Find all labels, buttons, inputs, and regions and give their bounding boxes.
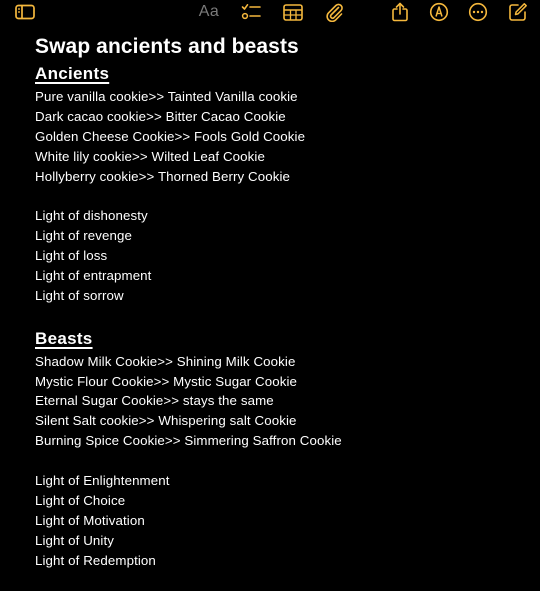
list-item: Pure vanilla cookie>> Tainted Vanilla cookie xyxy=(35,89,298,104)
note-body[interactable] xyxy=(35,33,525,570)
compose-button[interactable] xyxy=(507,2,529,22)
list-item: Golden Cheese Cookie>> Fools Gold Cookie xyxy=(35,128,306,144)
list-item: Light of entrapment xyxy=(35,268,152,284)
list-item: Light of dishonesty xyxy=(35,208,148,224)
sidebar-icon xyxy=(15,4,35,20)
ellipsis-circle-icon xyxy=(468,2,488,22)
list-item: White lily cookie>> Wilted Leaf Cookie xyxy=(35,148,265,164)
checklist-icon xyxy=(241,3,261,21)
list-item: Dark cacao cookie>> Bitter Cacao Cookie xyxy=(35,108,286,124)
list-item: Light of revenge xyxy=(35,228,132,244)
lights-list xyxy=(35,206,525,305)
more-button[interactable] xyxy=(467,2,489,22)
list-item: Eternal Sugar Cookie>> stays the same xyxy=(35,393,274,409)
section-heading: Ancients xyxy=(35,64,110,83)
list-item: Light of Motivation xyxy=(35,512,145,528)
blank-line xyxy=(35,451,525,471)
paperclip-icon xyxy=(324,2,344,22)
attachment-button[interactable] xyxy=(323,2,345,22)
checklist-button[interactable] xyxy=(240,2,262,22)
list-item: Light of Redemption xyxy=(35,552,156,568)
section-beasts xyxy=(35,326,525,571)
format-button[interactable] xyxy=(196,2,222,22)
list-item: Hollyberry cookie>> Thorned Berry Cookie xyxy=(35,168,291,184)
section-ancients xyxy=(35,61,525,306)
share-icon xyxy=(391,2,409,22)
list-item: Light of Enlightenment xyxy=(35,473,170,489)
blank-line xyxy=(35,186,525,206)
section-heading: Beasts xyxy=(35,328,93,348)
list-item: Silent Salt cookie>> Whispering salt Cookie xyxy=(35,413,297,429)
list-item: Light of Unity xyxy=(35,532,115,548)
list-item: Light of Choice xyxy=(35,492,126,508)
table-button[interactable] xyxy=(282,2,304,22)
share-button[interactable] xyxy=(389,2,411,22)
list-item: Shadow Milk Cookie>> Shining Milk Cookie xyxy=(35,353,296,369)
list-item: Light of sorrow xyxy=(35,287,124,303)
blank-line xyxy=(35,306,525,326)
markup-pen-icon xyxy=(429,2,449,22)
note-title: Swap ancients and beasts xyxy=(35,35,299,58)
list-item: Mystic Flour Cookie>> Mystic Sugar Cookie xyxy=(35,373,297,389)
compose-icon xyxy=(508,2,528,22)
swap-list xyxy=(35,352,525,451)
markup-button[interactable] xyxy=(428,2,450,22)
table-icon xyxy=(283,4,303,21)
lights-list xyxy=(35,471,525,570)
sidebar-toggle-button[interactable] xyxy=(14,2,36,22)
list-item: Light of loss xyxy=(35,248,108,264)
list-item: Burning Spice Cookie>> Simmering Saffron Cookie xyxy=(35,433,342,449)
swap-list xyxy=(35,87,525,186)
notes-toolbar xyxy=(0,0,540,26)
format-label: Aa xyxy=(198,3,220,20)
